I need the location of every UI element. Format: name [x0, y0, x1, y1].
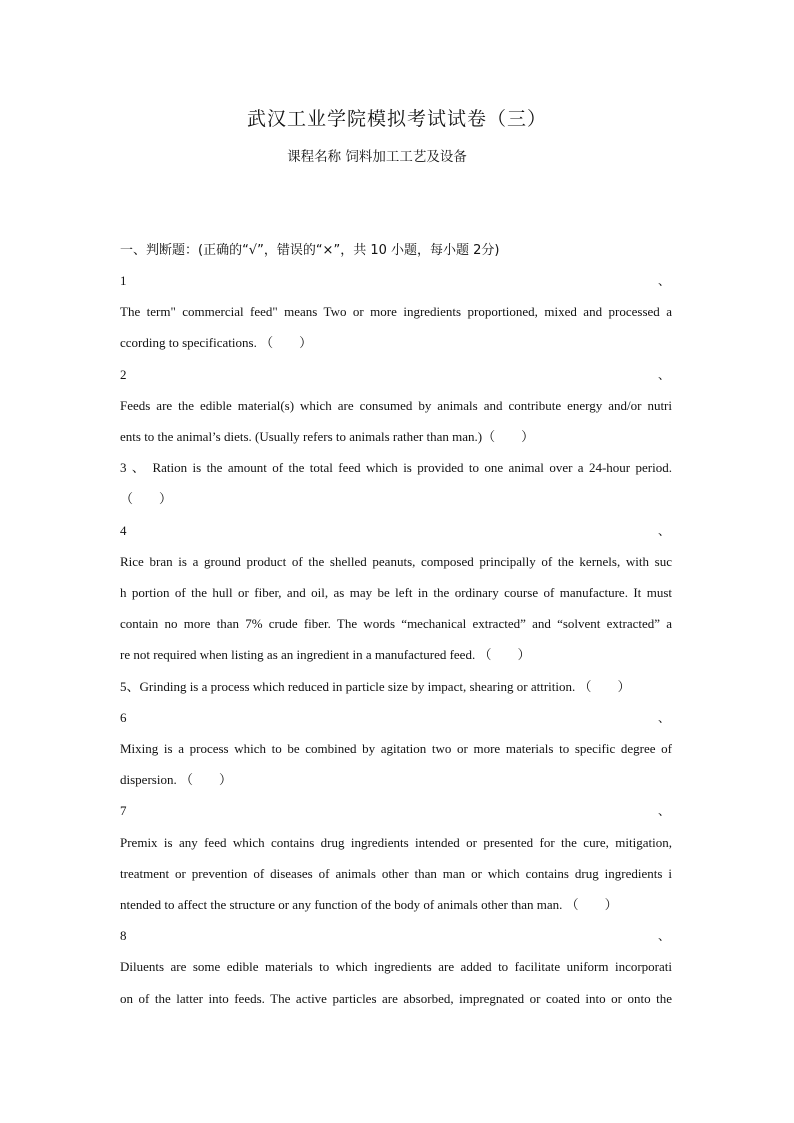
question-text-line: treatment or prevention of diseases of animals other than man or which contains drug ingredients i [120, 865, 672, 881]
question-text-line: 3 、 Ration is the amount of the total feed which is provided to one animal over a 24-hour period. [120, 460, 672, 476]
question-number: 7 [120, 803, 127, 819]
question-number: 8 [120, 928, 127, 944]
course-name: 课程名称 饲料加工工艺及设备 [287, 149, 467, 165]
question-text-line: dispersion. （ ） [120, 772, 232, 788]
question-text-line: Rice bran is a ground product of the shelled peanuts, composed principally of the kernels, with suc [120, 553, 672, 569]
question-text-line: on of the latter into feeds. The active particles are absorbed, impregnated or coated into or onto the [120, 990, 672, 1006]
question-text-line: The term" commercial feed" means Two or more ingredients proportioned, mixed and processed a [120, 304, 672, 320]
section-heading: 一、判断题：(正确的“√”，错误的“×”，共 10 小题，每小题 2分) [120, 243, 500, 258]
question-number: 4 [120, 522, 127, 538]
exam-title: 武汉工业学院模拟考试试卷（三） [246, 108, 547, 130]
question-text-line: Diluents are some edible materials to which ingredients are added to facilitate uniform incorporati [120, 959, 672, 975]
question-number-row [120, 365, 672, 385]
question-number: 6 [120, 709, 127, 725]
question-text-line: 5、Grinding is a process which reduced in particle size by impact, shearing or attrition. （ ） [120, 678, 631, 694]
question-number-separator: 、 [657, 367, 670, 382]
question-text-line: ents to the animal’s diets. (Usually refers to animals rather than man.)（ ） [120, 429, 535, 444]
question-text-line: re not required when listing as an ingredient in a manufactured feed. （ ） [120, 647, 531, 663]
question-text-line: contain no more than 7% crude fiber. The words “mechanical extracted” and “solvent extracted” a [120, 616, 672, 632]
question-number-row [120, 521, 672, 541]
question-text-line: Premix is any feed which contains drug ingredients intended or presented for the cure, mitigation, [120, 834, 672, 850]
question-number-separator: 、 [657, 929, 670, 944]
question-number-separator: 、 [657, 274, 670, 288]
question-number-row [120, 801, 672, 821]
question-number: 1 [120, 273, 127, 288]
question-number-row [120, 708, 672, 728]
question-number-separator: 、 [657, 710, 670, 725]
question-text-line: h portion of the hull or fiber, and oil, as may be left in the ordinary course of manufacture. It must [120, 585, 672, 600]
question-number-row [120, 271, 672, 291]
question-text-line: （ ） [120, 491, 173, 507]
question-text-line: ntended to affect the structure or any function of the body of animals other than man. （ ） [120, 897, 618, 912]
question-number: 2 [120, 366, 127, 382]
question-number-separator: 、 [657, 804, 670, 819]
question-text-line: Feeds are the edible material(s) which are consumed by animals and contribute energy and/or nutri [120, 397, 672, 413]
question-number-row [120, 926, 672, 946]
question-text-line: ccording to specifications. （ ） [120, 335, 313, 351]
question-text-line: Mixing is a process which to be combined by agitation two or more materials to specific degree of [120, 741, 672, 756]
question-number-separator: 、 [657, 523, 670, 538]
